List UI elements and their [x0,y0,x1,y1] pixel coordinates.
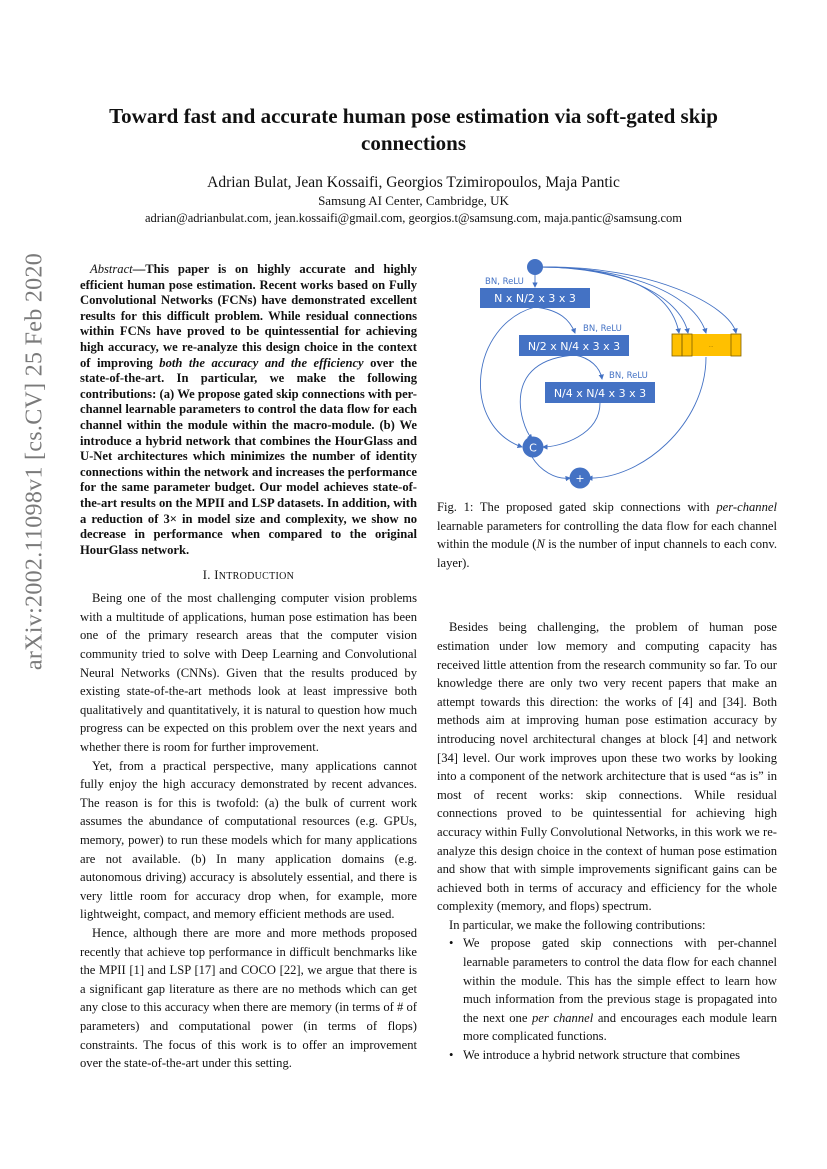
authors: Adrian Bulat, Jean Kossaifi, Georgios Tzimiropoulos, Maja Pantic [207,174,620,191]
left-column [80,262,417,1073]
figure-caption [437,498,777,572]
conv-block-2-label: N/2 x N/4 x 3 x 3 [527,340,621,353]
bn-relu-label: BN, ReLU [609,371,648,381]
affiliation: Samsung AI Center, Cambridge, UK [318,193,509,208]
gating-parameters [672,334,741,356]
section-heading-introduction [80,568,417,583]
input-node [527,259,543,275]
abstract-label: Abstract [90,262,133,276]
intro-paragraph: Hence, although there are more and more methods proposed recently that achieve top performance in difficult benchmarks like the MPII [1] and LSP [17] and COCO [22], we argue that there is a significant gap literature as there are no methods which can get any close to this accuracy when there are memory (in terms of # of parameters) and computational power (in terms of flops) constraints. The focus of this work is to offer an improvement over the state-of-the-art under this setting. [80,925,417,1071]
body-paragraph: In particular, we make the following contributions: [449,917,706,932]
caption-text: learnable parameters for controlling the data flow for each channel within the module ( [437,518,777,552]
contributions-list [437,934,777,1064]
conv-block-1-label: N x N/2 x 3 x 3 [494,292,576,305]
list-item-text: and encourages each module learn more complicated functions. [463,1010,777,1044]
add-label: + [575,472,585,485]
list-item [463,1046,777,1065]
gate-ellipsis: ... [708,343,714,349]
caption-emph: per-channel [716,500,777,514]
concat-label: C [529,441,537,455]
list-item [463,934,777,1046]
intro-paragraph: Being one of the most challenging computer vision problems with a multitude of applications, human pose estimation has been one of the primary research areas that the computer vision community tried to solve with Deep Learning and Convolutional Neural Networks (CNNs). Given that the results produced by existing state-of-the-art methods look at least impressive both qualitatively and quantitatively, it is natural to question how much progress can be expected on this problem over the next years and whether there is room for further improvement. [80,591,417,755]
intro-paragraph: Yet, from a practical perspective, many applications cannot fully enjoy the high accuracy demonstrated by recent advances. The reason is for this is twofold: (a) the bulk of current work assumes the abundance of computational resources (e.g. GPUs, memory, power) to run these models which for many applications are not available. (b) In many application domains (e.g. autonomous driving) accuracy is absolutely essential, and there is very little room for accuracy drop when, for example, more lightweight, compact, and memory efficient methods are used. [80,758,417,922]
abstract-emph: both the accuracy and the efficiency [159,355,364,370]
abstract-dash: — [132,262,146,276]
section-number: I. [202,568,211,583]
conv-block-3-label: N/4 x N/4 x 3 x 3 [553,387,647,400]
abstract-text-1: This paper is on highly accurate and highly efficient human pose estimation. Recent works based on Fully Convolutional Networks (FCNs) have demonstrated excellent results for this difficult problem. While residual connections within FCNs have proved to be quintessential for achieving high accuracy, we re-analyze this design choice in the context of improving [80,262,417,370]
caption-text: is the number of input channels to each conv. layer). [437,537,777,570]
paper-title: Toward fast and accurate human pose estimation via soft-gated skip connections [109,104,718,155]
right-column [437,498,777,1065]
caption-label: Fig. 1: [437,500,474,514]
author-emails: adrian@adrianbulat.com, jean.kossaifi@gmail.com, georgios.t@samsung.com, maja.pantic@samsung.com [144,211,682,225]
section-title-initial: I [214,568,219,583]
bn-relu-label: BN, ReLU [583,324,622,334]
body-paragraph: Besides being challenging, the problem of human pose estimation under low memory and computing capacity has received little attention from the research community so far. To our knowledge there are only two very recent papers that make an attempt towards this direction: the works of [4] and [34]. Both methods aim at improving human pose estimation accuracy by introducing novel architectural changes at block [4] and network [34] level. Our work improves upon these two works by looking into a component of the network architecture that is used “as is” in most of recent works: skip connections. While residual connections proved to be quintessential for achieving high accuracy within Fully Convolutional Networks, in this work we re-analyze this design choice in the context of human pose estimation and show that with simple improvements significant gains can be achieved both in terms of accuracy and efficiency for the whole complexity (memory, and flops) spectrum. [437,620,777,914]
list-item-text: We propose gated skip connections with per-channel learnable parameters to control the data flow for each channel within the module. This has the simple effect to learn how much information from the previous stage is propagated into the next one [463,936,777,1025]
list-item-emph: per channel [532,1010,594,1025]
list-item-text: We introduce a hybrid network structure that combines [463,1048,741,1063]
arxiv-stamp: arXiv:2002.11098v1 [cs.CV] 25 Feb 2020 [21,252,48,671]
abstract [80,262,417,558]
figure-gated-skip-diagram [440,255,780,490]
section-title-rest: NTRODUCTION [218,571,295,583]
bn-relu-label: BN, ReLU [485,277,524,287]
caption-var: N [536,537,545,552]
abstract-text-2: over the state-of-the-art. In particular, we make the following contributions: (a) We propose gated skip connections with per-channel learnable parameters to control the data flow for each channel within the module within the macro-module. (b) We introduce a hybrid network that combines the HourGlass and U-Net architectures which minimizes the number of identity connections within the network and increases the performance for the same parameter budget. Our model achieves state-of-the-art results on the MPII and LSP datasets. In addition, with a reduction of 3× in model size and complexity, we show no decrease in performance when compared to the original HourGlass network. [80,355,418,557]
caption-text: The proposed gated skip connections with [473,500,717,514]
